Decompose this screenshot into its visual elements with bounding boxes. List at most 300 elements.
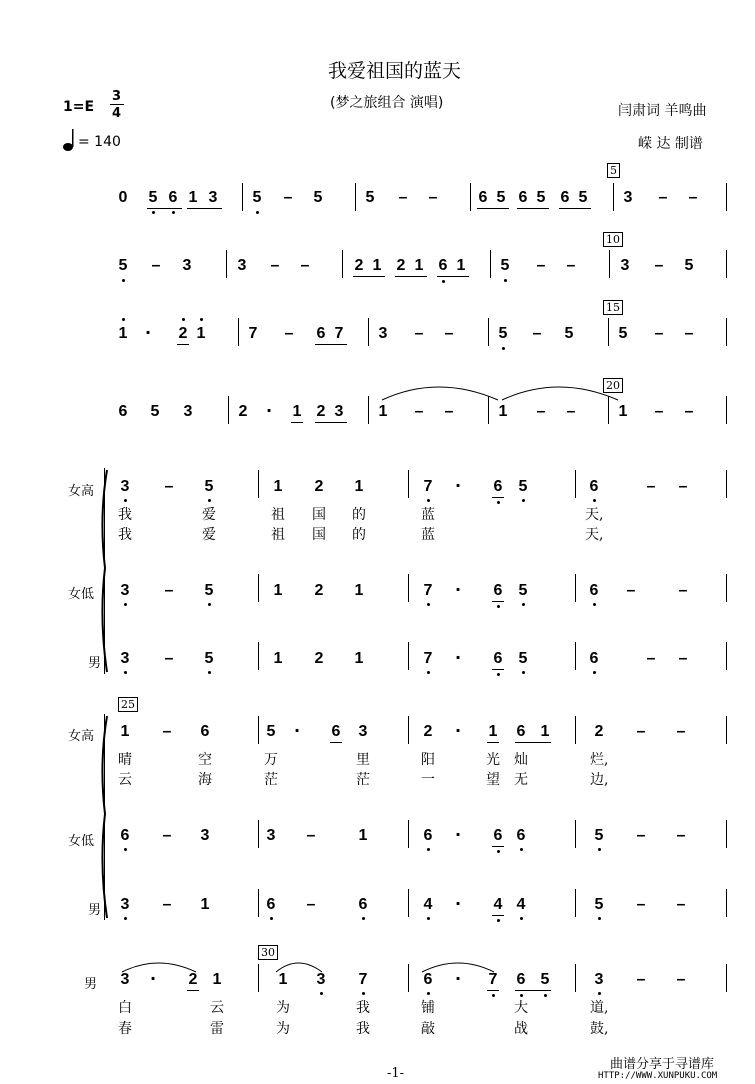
watermark-url: HTTP://WWW.XUNPUKU.COM (598, 1071, 718, 1081)
octave-dot (152, 211, 155, 214)
note: 3 (358, 723, 368, 740)
dash: – (536, 403, 546, 420)
augmentation-dot: · (455, 580, 462, 599)
dash: – (398, 189, 408, 206)
octave-dot (544, 994, 547, 997)
dash: – (162, 723, 172, 740)
note: 7 (423, 582, 433, 599)
barline (726, 716, 727, 744)
note: 5 (496, 189, 506, 206)
octave-dot (208, 671, 211, 674)
time-signature-line (110, 104, 124, 105)
octave-dot (200, 318, 203, 321)
measure-number: 10 (603, 232, 623, 247)
note: 3 (620, 257, 630, 274)
note: 2 (314, 582, 324, 599)
dash: – (270, 257, 280, 274)
note: 2 (238, 403, 248, 420)
octave-dot (497, 850, 500, 853)
octave-dot (256, 211, 259, 214)
octave-dot (504, 279, 507, 282)
note: 4 (493, 896, 503, 913)
dash: – (636, 896, 646, 913)
note: 6 (493, 827, 503, 844)
octave-dot (427, 499, 430, 502)
barline (368, 396, 369, 424)
note: 3 (334, 403, 344, 420)
barline (726, 183, 727, 211)
dash: – (678, 582, 688, 599)
lyric: 茫 (264, 772, 278, 788)
octave-dot (492, 994, 495, 997)
note: 3 (378, 325, 388, 342)
octave-dot (320, 992, 323, 995)
barline (609, 250, 610, 278)
performers: (梦之旅组合 演唱) (330, 95, 444, 111)
note: 2 (314, 650, 324, 667)
note: 7 (358, 971, 368, 988)
lyric: 鼓, (590, 1021, 609, 1037)
note: 6 (493, 582, 503, 599)
octave-dot (270, 917, 273, 920)
note: 6 (560, 189, 570, 206)
note: 5 (148, 189, 158, 206)
note: 5 (365, 189, 375, 206)
lyric: 我 (118, 527, 132, 543)
voice-label-male: 男 (84, 977, 98, 992)
barline (726, 318, 727, 346)
note: 7 (423, 650, 433, 667)
dash: – (566, 257, 576, 274)
lyric: 海 (198, 772, 212, 788)
barline (226, 250, 227, 278)
voice-label-soprano: 女高 (68, 729, 95, 744)
barline (488, 318, 489, 346)
note: 1 (540, 723, 550, 740)
beam (353, 276, 385, 277)
dash: – (676, 723, 686, 740)
note: 6 (168, 189, 178, 206)
dash: – (300, 257, 310, 274)
note: 3 (237, 257, 247, 274)
octave-dot (362, 992, 365, 995)
note: 1 (292, 403, 302, 420)
dash: – (684, 403, 694, 420)
dash: – (164, 582, 174, 599)
dash: – (678, 478, 688, 495)
lyric: 的 (352, 527, 366, 543)
barline (408, 716, 409, 744)
beam (487, 990, 499, 991)
voice-label-soprano: 女高 (68, 484, 95, 499)
barline (575, 642, 576, 670)
note: 3 (182, 257, 192, 274)
note: 1 (456, 257, 466, 274)
octave-dot (124, 671, 127, 674)
octave-dot (182, 318, 185, 321)
lyric: 一 (421, 772, 435, 788)
note: 5 (150, 403, 160, 420)
lyric: 望 (486, 772, 500, 788)
note: 5 (684, 257, 694, 274)
augmentation-dot: · (455, 648, 462, 667)
note: 3 (120, 971, 130, 988)
note: 5 (313, 189, 323, 206)
voice-label-male: 男 (88, 656, 102, 671)
note: 1 (488, 723, 498, 740)
beam (517, 208, 549, 209)
note: 5 (618, 325, 628, 342)
note: 6 (120, 827, 130, 844)
dash: – (566, 403, 576, 420)
key-signature: 1=E (63, 99, 95, 115)
octave-dot (520, 917, 523, 920)
barline (368, 318, 369, 346)
note: 3 (594, 971, 604, 988)
note: 0 (118, 189, 128, 206)
note: 6 (516, 723, 526, 740)
octave-dot (122, 279, 125, 282)
octave-dot (593, 671, 596, 674)
octave-dot (362, 917, 365, 920)
dash: – (646, 478, 656, 495)
barline (342, 250, 343, 278)
lyric: 里 (356, 752, 370, 768)
barline (228, 396, 229, 424)
note: 5 (500, 257, 510, 274)
augmentation-dot: · (455, 969, 462, 988)
note: 5 (498, 325, 508, 342)
octave-dot (593, 499, 596, 502)
measure-number: 15 (603, 300, 623, 315)
note: 5 (118, 257, 128, 274)
octave-dot (427, 603, 430, 606)
barline (613, 183, 614, 211)
note: 5 (518, 582, 528, 599)
measure-number: 25 (118, 697, 138, 712)
note: 7 (488, 971, 498, 988)
note: 6 (200, 723, 210, 740)
octave-dot (208, 499, 211, 502)
lyric: 铺 (421, 1000, 435, 1016)
note: 5 (204, 582, 214, 599)
barline (575, 964, 576, 992)
beam (477, 208, 509, 209)
lyric: 爱 (202, 527, 216, 543)
beam (437, 276, 469, 277)
barline (726, 820, 727, 848)
note: 1 (278, 971, 288, 988)
beam (492, 915, 504, 916)
tempo: = 140 (78, 134, 121, 150)
augmentation-dot: · (455, 476, 462, 495)
dash: – (306, 827, 316, 844)
note: 1 (378, 403, 388, 420)
octave-dot (427, 992, 430, 995)
note: 3 (200, 827, 210, 844)
note: 7 (334, 325, 344, 342)
note: 4 (423, 896, 433, 913)
voice-label-male: 男 (88, 903, 102, 918)
note: 5 (564, 325, 574, 342)
octave-dot (208, 603, 211, 606)
octave-dot (124, 917, 127, 920)
note: 5 (518, 478, 528, 495)
note: 6 (493, 478, 503, 495)
barline (355, 183, 356, 211)
barline (575, 889, 576, 917)
lyric: 白 (118, 1000, 132, 1016)
note: 1 (354, 582, 364, 599)
barline (470, 183, 471, 211)
barline (726, 470, 727, 498)
lyric: 道, (590, 1000, 609, 1016)
note: 3 (120, 896, 130, 913)
note: 1 (498, 403, 508, 420)
barline (408, 964, 409, 992)
note: 5 (536, 189, 546, 206)
note: 3 (120, 582, 130, 599)
beam (187, 208, 222, 209)
barline (726, 964, 727, 992)
barline (726, 574, 727, 602)
lyric: 烂, (590, 752, 609, 768)
barline (726, 642, 727, 670)
barline (490, 250, 491, 278)
dash: – (688, 189, 698, 206)
note: 6 (589, 650, 599, 667)
barline (258, 889, 259, 917)
lyric: 云 (210, 1000, 224, 1016)
note: 6 (516, 827, 526, 844)
dash: – (151, 257, 161, 274)
barline (608, 318, 609, 346)
note: 2 (188, 971, 198, 988)
dash: – (414, 403, 424, 420)
note: 3 (120, 650, 130, 667)
lyric: 蓝 (421, 527, 435, 543)
lyric: 我 (356, 1000, 370, 1016)
measure-number: 20 (603, 378, 623, 393)
note: 6 (358, 896, 368, 913)
lyric: 茫 (356, 772, 370, 788)
note: 6 (518, 189, 528, 206)
time-signature-top: 3 (112, 89, 122, 104)
quarter-note-icon (63, 128, 77, 156)
note: 2 (178, 325, 188, 342)
note: 4 (516, 896, 526, 913)
dash: – (428, 189, 438, 206)
note: 6 (589, 582, 599, 599)
lyric: 的 (352, 507, 366, 523)
barline (726, 889, 727, 917)
note: 3 (183, 403, 193, 420)
note: 1 (200, 896, 210, 913)
note: 6 (423, 971, 433, 988)
dash: – (532, 325, 542, 342)
augmentation-dot: · (455, 894, 462, 913)
dash: – (636, 723, 646, 740)
note: 7 (423, 478, 433, 495)
note: 3 (120, 478, 130, 495)
lyric: 我 (118, 507, 132, 523)
lyric: 边, (590, 772, 609, 788)
beam (315, 422, 347, 423)
lyric: 祖 (271, 507, 285, 523)
note: 2 (396, 257, 406, 274)
note: 1 (273, 650, 283, 667)
barline (575, 470, 576, 498)
dash: – (444, 325, 454, 342)
note: 6 (331, 723, 341, 740)
lyric: 国 (312, 527, 326, 543)
dash: – (676, 827, 686, 844)
note: 1 (618, 403, 628, 420)
beam (492, 846, 504, 847)
note: 3 (266, 827, 276, 844)
note: 1 (414, 257, 424, 274)
octave-dot (522, 499, 525, 502)
note: 1 (212, 971, 222, 988)
octave-dot (598, 848, 601, 851)
augmentation-dot: · (266, 401, 273, 420)
lyric: 万 (264, 752, 278, 768)
barline (258, 574, 259, 602)
dash: – (654, 403, 664, 420)
dash: – (536, 257, 546, 274)
dash: – (162, 896, 172, 913)
octave-dot (172, 211, 175, 214)
note: 1 (273, 478, 283, 495)
note: 2 (423, 723, 433, 740)
augmentation-dot: · (455, 721, 462, 740)
lyric: 雷 (210, 1021, 224, 1037)
barline (242, 183, 243, 211)
lyric: 无 (514, 772, 528, 788)
barline (726, 396, 727, 424)
dash: – (306, 896, 316, 913)
lyric: 祖 (271, 527, 285, 543)
beam (492, 601, 504, 602)
dash: – (444, 403, 454, 420)
page-title: 我爱祖国的蓝天 (328, 60, 462, 82)
lyric: 为 (276, 1000, 290, 1016)
barline (408, 820, 409, 848)
beam (330, 742, 342, 743)
note: 5 (594, 827, 604, 844)
lyric: 敲 (421, 1021, 435, 1037)
note: 6 (478, 189, 488, 206)
measure-number: 5 (607, 163, 620, 178)
barline (408, 889, 409, 917)
octave-dot (497, 673, 500, 676)
system-line (104, 714, 105, 920)
note: 5 (578, 189, 588, 206)
lyric: 空 (198, 752, 212, 768)
note: 1 (354, 650, 364, 667)
note: 6 (438, 257, 448, 274)
note: 5 (204, 478, 214, 495)
augmentation-dot: · (294, 721, 301, 740)
augmentation-dot: · (145, 323, 152, 342)
note: 3 (208, 189, 218, 206)
barline (258, 716, 259, 744)
note: 6 (423, 827, 433, 844)
note: 5 (540, 971, 550, 988)
barline (575, 716, 576, 744)
barline (258, 470, 259, 498)
beam (291, 422, 303, 423)
lyric: 蓝 (421, 507, 435, 523)
dash: – (283, 189, 293, 206)
lyric: 光 (486, 752, 500, 768)
note: 2 (594, 723, 604, 740)
beam (395, 276, 427, 277)
note: 1 (118, 325, 128, 342)
lyric: 国 (312, 507, 326, 523)
beam (492, 497, 504, 498)
note: 6 (493, 650, 503, 667)
octave-dot (124, 603, 127, 606)
lyric: 灿 (514, 752, 528, 768)
note: 1 (372, 257, 382, 274)
voice-label-alto: 女低 (68, 587, 95, 602)
page-number: -1- (387, 1066, 405, 1081)
barline (726, 250, 727, 278)
octave-dot (522, 671, 525, 674)
lyric: 晴 (118, 752, 132, 768)
lyric: 爱 (202, 507, 216, 523)
dash: – (684, 325, 694, 342)
dash: – (636, 971, 646, 988)
lyric: 天, (585, 527, 604, 543)
octave-dot (520, 848, 523, 851)
credits-composers: 闫肃词 羊鸣曲 (618, 103, 707, 119)
beam (492, 669, 504, 670)
beam (559, 208, 591, 209)
barline (258, 642, 259, 670)
note: 1 (120, 723, 130, 740)
octave-dot (598, 992, 601, 995)
tie-arcs (376, 380, 626, 404)
lyric: 我 (356, 1021, 370, 1037)
barline (575, 574, 576, 602)
barline (258, 820, 259, 848)
note: 2 (314, 478, 324, 495)
dash: – (646, 650, 656, 667)
octave-dot (497, 919, 500, 922)
note: 5 (266, 723, 276, 740)
barline (575, 820, 576, 848)
lyric: 阳 (421, 752, 435, 768)
dash: – (164, 478, 174, 495)
dash: – (678, 650, 688, 667)
octave-dot (442, 280, 445, 283)
note: 1 (273, 582, 283, 599)
octave-dot (124, 499, 127, 502)
note: 6 (118, 403, 128, 420)
note: 6 (589, 478, 599, 495)
barline (408, 574, 409, 602)
beam (187, 990, 199, 991)
augmentation-dot: · (455, 825, 462, 844)
note: 6 (516, 971, 526, 988)
time-signature-bottom: 4 (112, 106, 122, 121)
dash: – (162, 827, 172, 844)
note: 5 (594, 896, 604, 913)
lyric: 春 (118, 1021, 132, 1037)
octave-dot (124, 848, 127, 851)
